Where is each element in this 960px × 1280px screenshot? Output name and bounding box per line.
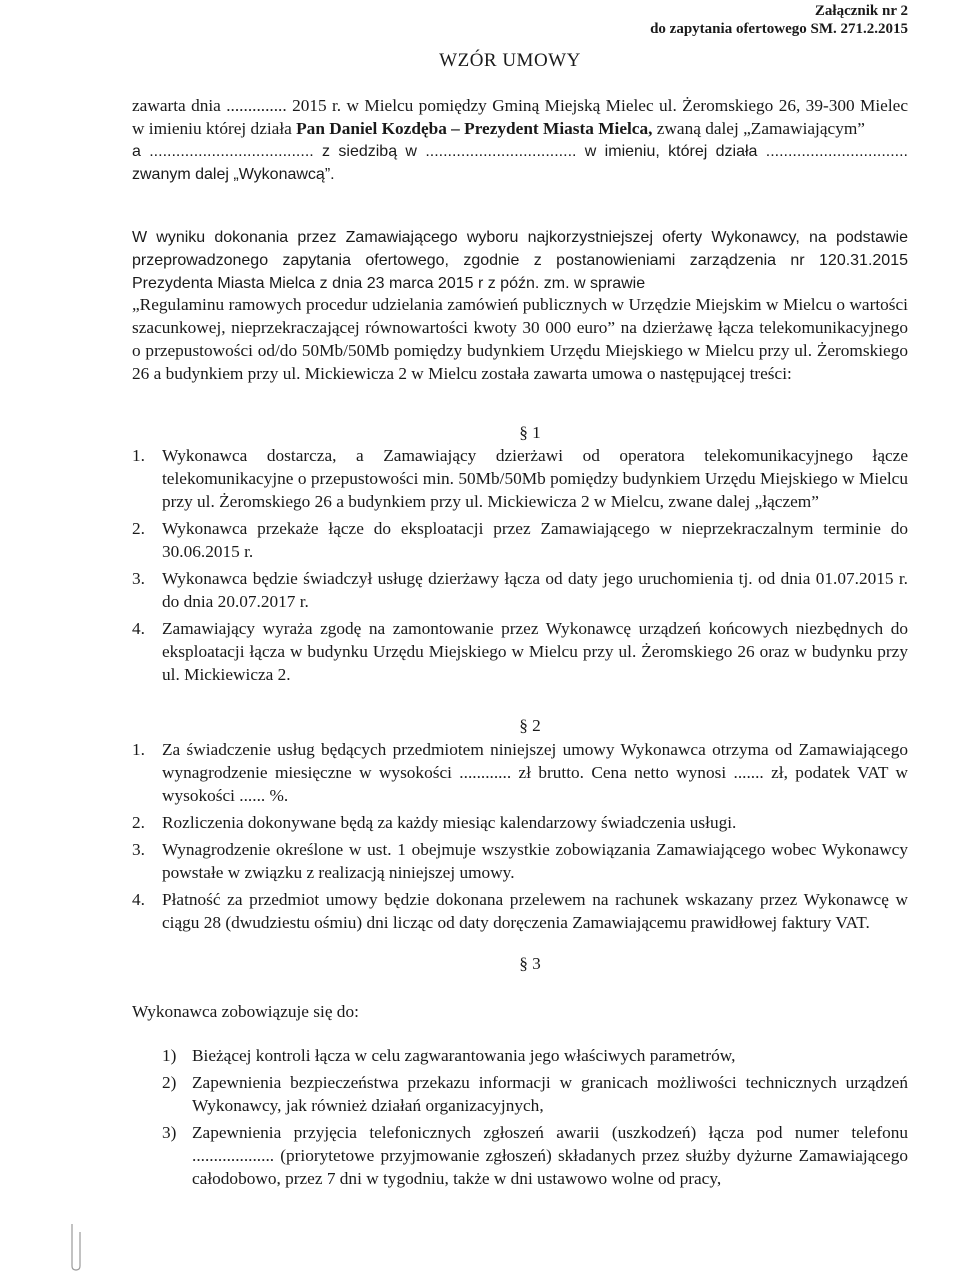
list-item [132,888,908,934]
section-1-list [132,444,908,690]
item-text: Wynagrodzenie określone w ust. 1 obejmuje wszystkie zobowiązania Zamawiającego wobec Wykonawcy powstałe w związku z realizacją niniejszej umowy. [162,840,908,882]
intro-paragraph-basis: W wyniku dokonania przez Zamawiającego wyboru najkorzystniejszej oferty Wykonawcy, na podstawie przeprowadzonego zapytania ofertowego, zgodnie z postanowieniami zarządzenia nr 120.31.2015 Prezydenta Miasta Mielca z dnia 23 marca 2015 r z późn. zm. w sprawie [132,229,908,292]
list-item [132,517,908,563]
item-text: Wykonawca przekaże łącze do eksploatacji przez Zamawiającego w nieprzekraczalnym terminie do 30.06.2015 r. [162,519,908,561]
document-title: WZÓR UMOWY [439,50,581,71]
section-3-heading: § 3 [519,954,541,973]
item-number: 1. [132,740,145,759]
item-number: 3. [132,569,145,588]
section-2-heading: § 2 [519,716,541,735]
item-text: Wykonawca dostarcza, a Zamawiający dzierżawi od operatora telekomunikacyjnego łącze telekomunikacyjne o przepustowości min. 50Mb/50Mb pomiędzy budynkiem Urzędu Miejskiego w Mielcu przy ul. Żeromskiego 26 a budynkiem przy ul. Mickiewicza 2 w Mielcu, zwane dalej „łączem” [162,446,908,511]
section-3-intro: Wykonawca zobowiązuje się do: [132,1002,359,1021]
item-number: 2) [162,1073,177,1092]
intro-text-2: zwaną dalej „Zamawiającym” [652,119,865,138]
item-number: 2. [132,519,145,538]
list-item [132,1044,908,1067]
section-2-list [132,738,908,938]
item-number: 4. [132,890,145,909]
list-item [132,567,908,613]
list-item [132,838,908,884]
annex-line-1: Załącznik nr 2 [814,3,908,19]
item-number: 3) [162,1123,177,1142]
item-number: 3. [132,840,145,859]
item-text: Bieżącej kontroli łącza w celu zagwarantowania jego właściwych parametrów, [192,1046,736,1065]
list-item [132,444,908,513]
intro-paragraph-regulation: „Regulaminu ramowych procedur udzielania zamówień publicznych w Urzędzie Miejskim w Mielcu o wartości szacunkowej, nieprzekraczającej równowartości kwoty 30 000 euro” na dzierżawę łącza telekomunikacyjnego o przepustowości od/do 50Mb/50Mb pomiędzy budynkiem Urzędu Miejskiego w Mielcu przy ul. Żeromskiego 26 a budynkiem przy ul. Mickiewicza 2 w Mielcu została zawarta umowa o następującej treści: [132,295,908,383]
item-text: Za świadczenie usług będących przedmiotem niniejszej umowy Wykonawca otrzyma od Zamawiającego wynagrodzenie miesięczne w wysokości ............ zł brutto. Cena netto wynosi ....... zł, podatek VAT w wysokości ...... %. [162,740,908,805]
list-item [132,617,908,686]
list-item [132,1071,908,1117]
item-text: Rozliczenia dokonywane będą za każdy miesiąc kalendarzowy świadczenia usługi. [162,813,737,832]
annex-line-2: do zapytania ofertowego SM. 271.2.2015 [650,21,908,37]
list-item [132,811,908,834]
item-number: 4. [132,619,145,638]
annex-header [650,2,908,38]
section-1-heading: § 1 [519,423,541,442]
item-number: 2. [132,813,145,832]
list-item [132,1121,908,1190]
list-item [132,738,908,807]
intro-mayor-name: Pan Daniel Kozdęba – Prezydent Miasta Mielca, [296,119,653,138]
item-text: Zapewnienia bezpieczeństwa przekazu informacji w granicach możliwości technicznych urządzeń Wykonawcy, jak również działań organizacyjnych, [192,1073,908,1115]
intro-paragraph-contractor: a ..................................... z siedzibą w .................................. w imieniu, której działa ................................ zwanym dalej „Wykonawcą”. [132,143,908,183]
item-text: Zamawiający wyraża zgodę na zamontowanie przez Wykonawcę urządzeń końcowych niezbędnych do eksploatacji łącza w budynku Urzędu Miejskiego w Mielcu przy ul. Żeromskiego 26 oraz w budynku przy ul. Mickiewicza 2. [162,619,908,684]
intro-paragraph-parties [132,94,908,140]
item-text: Płatność za przedmiot umowy będzie dokonana przelewem na rachunek wskazany przez Wykonawcę w ciągu 28 (dwudziestu ośmiu) dni licząc od daty doręczenia Zamawiającemu prawidłowej faktury VAT. [162,890,908,932]
intro-text-1: zawarta dnia .............. 2015 r. w Mielcu pomiędzy Gminą Miejską Mielec ul. Żeromskiego 26, 39-300 Mielec w imieniu której działa [132,96,908,138]
paper-clip-mark-icon [66,1222,86,1272]
item-number: 1) [162,1046,177,1065]
item-text: Zapewnienia przyjęcia telefonicznych zgłoszeń awarii (uszkodzeń) łącza pod numer telefonu ................... (priorytetowe przyjmowanie zgłoszeń) składanych przez służby dyżurne Zamawiającego całodobowo, przez 7 dni w tygodniu, także w dni ustawowo wolne od pracy, [192,1123,908,1188]
section-3-list [132,1044,908,1194]
item-number: 1. [132,446,145,465]
item-text: Wykonawca będzie świadczył usługę dzierżawy łącza od daty jego uruchomienia tj. od dnia 01.07.2015 r. do dnia 20.07.2017 r. [162,569,908,611]
